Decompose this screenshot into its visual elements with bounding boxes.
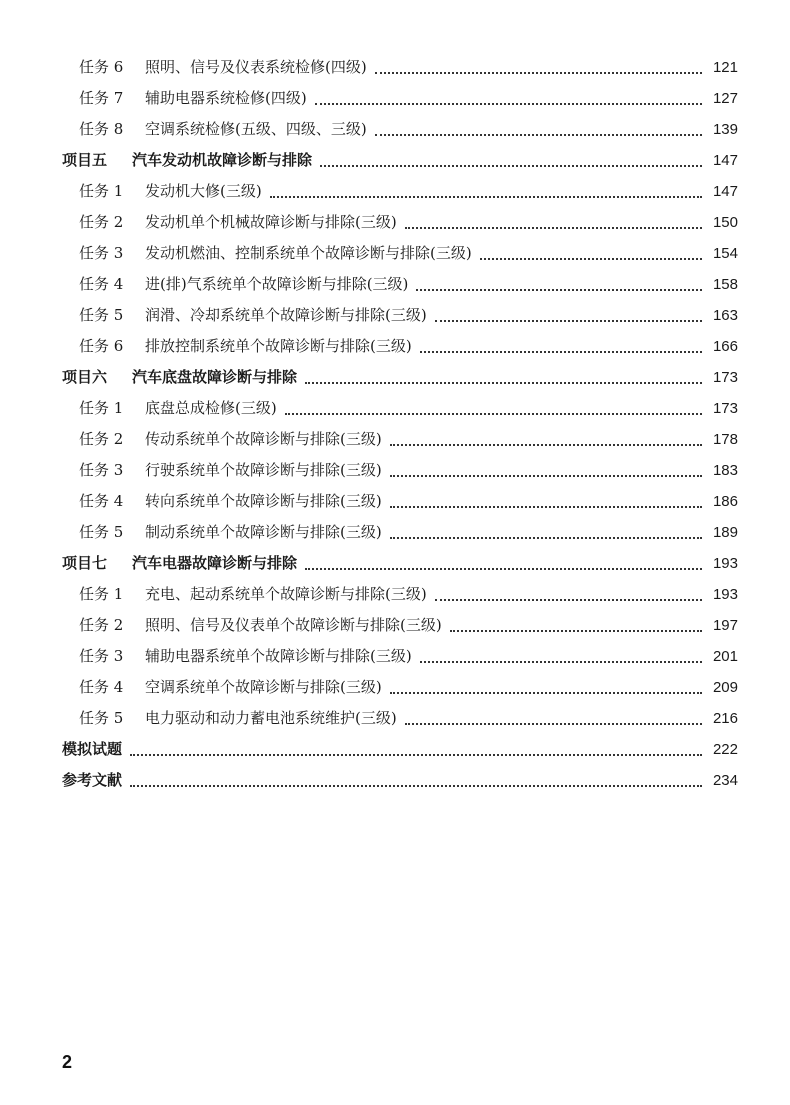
dot-leader — [285, 413, 702, 415]
dot-leader — [390, 444, 702, 446]
toc-task-row[interactable] — [62, 517, 738, 548]
toc-entry-label: 任务 1 — [79, 399, 124, 417]
toc-entry-text: 发动机燃油、控制系统单个故障诊断与排除(三级) — [145, 244, 472, 262]
toc-entry-title — [79, 300, 427, 331]
toc-entry-title — [79, 207, 397, 238]
toc-entry-text: 制动系统单个故障诊断与排除(三级) — [145, 523, 382, 541]
toc-page-number: 234 — [712, 772, 738, 789]
toc-task-row[interactable] — [62, 83, 738, 114]
toc-task-row[interactable] — [62, 641, 738, 672]
toc-page-number: 197 — [712, 617, 738, 634]
toc-entry-title — [79, 393, 277, 424]
toc-entry-text: 发动机单个机械故障诊断与排除(三级) — [145, 213, 397, 231]
toc-entry-title — [79, 517, 382, 548]
toc-entry-text: 传动系统单个故障诊断与排除(三级) — [145, 430, 382, 448]
dot-leader — [435, 599, 702, 601]
toc-entry-title — [79, 331, 412, 362]
toc-entry-title — [79, 610, 442, 641]
toc-entry-title — [79, 703, 397, 734]
toc-entry-text: 模拟试题 — [62, 740, 123, 758]
toc-page-number: 216 — [712, 710, 738, 727]
toc-entry-title — [79, 579, 427, 610]
toc-section-row[interactable] — [62, 765, 738, 796]
toc-entry-title — [79, 424, 382, 455]
toc-entry-label: 任务 2 — [79, 616, 124, 634]
toc-page-number: 163 — [712, 307, 738, 324]
toc-page-number: 154 — [712, 245, 738, 262]
dot-leader — [130, 785, 702, 787]
toc-entry-label: 任务 3 — [79, 647, 124, 665]
toc-page-number: 193 — [712, 586, 738, 603]
toc-entry-text: 底盘总成检修(三级) — [145, 399, 277, 417]
toc-entry-title — [62, 362, 297, 393]
dot-leader — [416, 289, 702, 291]
toc-entry-title — [79, 238, 472, 269]
toc-entry-title — [79, 114, 367, 145]
dot-leader — [305, 568, 702, 570]
toc-entry-title — [79, 83, 307, 114]
toc-task-row[interactable] — [62, 269, 738, 300]
dot-leader — [450, 630, 702, 632]
toc-entry-label: 任务 5 — [79, 306, 124, 324]
toc-entry-label: 任务 4 — [79, 492, 124, 510]
toc-page-number: 147 — [712, 152, 738, 169]
toc-entry-label: 任务 5 — [79, 523, 124, 541]
dot-leader — [320, 165, 702, 167]
toc-entry-label: 任务 8 — [79, 120, 124, 138]
toc-entry-text: 转向系统单个故障诊断与排除(三级) — [145, 492, 382, 510]
toc-page-number: 127 — [712, 90, 738, 107]
toc-task-row[interactable] — [62, 114, 738, 145]
toc-page-number: 189 — [712, 524, 738, 541]
toc-entry-label: 任务 4 — [79, 275, 124, 293]
toc-page-number: 166 — [712, 338, 738, 355]
toc-entry-title — [79, 672, 382, 703]
toc-entry-label: 任务 2 — [79, 213, 124, 231]
toc-entry-text: 照明、信号及仪表系统检修(四级) — [145, 58, 367, 76]
dot-leader — [435, 320, 702, 322]
toc-entry-title — [79, 52, 367, 83]
toc-task-row[interactable] — [62, 331, 738, 362]
toc-entry-title — [79, 455, 382, 486]
toc-entry-text: 参考文献 — [62, 771, 123, 789]
toc-entry-label: 任务 3 — [79, 461, 124, 479]
page-number: 2 — [62, 1052, 73, 1072]
toc-entry-title — [79, 176, 262, 207]
toc-entry-label: 任务 2 — [79, 430, 124, 448]
dot-leader — [390, 475, 702, 477]
toc-entry-label: 任务 7 — [79, 89, 124, 107]
table-of-contents — [62, 52, 738, 796]
toc-entry-text: 充电、起动系统单个故障诊断与排除(三级) — [145, 585, 427, 603]
toc-entry-text: 进(排)气系统单个故障诊断与排除(三级) — [145, 275, 409, 293]
toc-entry-title — [79, 269, 408, 300]
toc-entry-label: 任务 3 — [79, 244, 124, 262]
toc-entry-text: 汽车电器故障诊断与排除 — [132, 554, 298, 572]
toc-project-row[interactable] — [62, 548, 738, 579]
dot-leader — [315, 103, 702, 105]
toc-entry-text: 空调系统单个故障诊断与排除(三级) — [145, 678, 382, 696]
toc-task-row[interactable] — [62, 207, 738, 238]
toc-entry-title — [79, 486, 382, 517]
toc-entry-text: 电力驱动和动力蓄电池系统维护(三级) — [145, 709, 397, 727]
toc-entry-text: 空调系统检修(五级、四级、三级) — [145, 120, 367, 138]
toc-entry-title — [62, 548, 297, 579]
toc-task-row[interactable] — [62, 703, 738, 734]
toc-task-row[interactable] — [62, 455, 738, 486]
toc-page-number: 222 — [712, 741, 738, 758]
toc-page-number: 183 — [712, 462, 738, 479]
dot-leader — [420, 661, 702, 663]
toc-page-number: 201 — [712, 648, 738, 665]
toc-entry-label: 任务 6 — [79, 58, 124, 76]
toc-page-number: 147 — [712, 183, 738, 200]
toc-entry-label: 任务 5 — [79, 709, 124, 727]
toc-page-number: 193 — [712, 555, 738, 572]
toc-task-row[interactable] — [62, 672, 738, 703]
toc-entry-text: 汽车发动机故障诊断与排除 — [132, 151, 313, 169]
toc-task-row[interactable] — [62, 486, 738, 517]
toc-page-number: 121 — [712, 59, 738, 76]
dot-leader — [390, 506, 702, 508]
dot-leader — [375, 134, 702, 136]
toc-task-row[interactable] — [62, 424, 738, 455]
dot-leader — [305, 382, 702, 384]
toc-entry-text: 排放控制系统单个故障诊断与排除(三级) — [145, 337, 412, 355]
dot-leader — [480, 258, 702, 260]
toc-page-number: 173 — [712, 400, 738, 417]
toc-section-row[interactable] — [62, 734, 738, 765]
toc-page-number: 158 — [712, 276, 738, 293]
toc-project-row[interactable] — [62, 145, 738, 176]
toc-entry-text: 润滑、冷却系统单个故障诊断与排除(三级) — [145, 306, 427, 324]
dot-leader — [405, 723, 702, 725]
toc-entry-label: 任务 6 — [79, 337, 124, 355]
toc-task-row[interactable] — [62, 300, 738, 331]
dot-leader — [390, 692, 702, 694]
toc-page-number: 178 — [712, 431, 738, 448]
dot-leader — [270, 196, 702, 198]
toc-entry-text: 行驶系统单个故障诊断与排除(三级) — [145, 461, 382, 479]
toc-entry-title — [62, 145, 312, 176]
toc-entry-text: 辅助电器系统单个故障诊断与排除(三级) — [145, 647, 412, 665]
toc-entry-text: 辅助电器系统检修(四级) — [145, 89, 307, 107]
toc-page-number: 173 — [712, 369, 738, 386]
toc-task-row[interactable] — [62, 610, 738, 641]
toc-entry-title — [79, 641, 412, 672]
toc-entry-label: 项目五 — [62, 151, 108, 169]
toc-page-number: 186 — [712, 493, 738, 510]
dot-leader — [420, 351, 702, 353]
toc-page-number: 139 — [712, 121, 738, 138]
toc-entry-label: 项目七 — [62, 554, 108, 572]
toc-task-row[interactable] — [62, 52, 738, 83]
toc-task-row[interactable] — [62, 238, 738, 269]
toc-task-row[interactable] — [62, 579, 738, 610]
dot-leader — [390, 537, 702, 539]
dot-leader — [130, 754, 702, 756]
dot-leader — [405, 227, 702, 229]
toc-entry-label: 任务 1 — [79, 182, 124, 200]
toc-page-number: 150 — [712, 214, 738, 231]
toc-task-row[interactable] — [62, 393, 738, 424]
toc-entry-title — [62, 765, 122, 796]
toc-entry-text: 发动机大修(三级) — [145, 182, 262, 200]
toc-entry-text: 汽车底盘故障诊断与排除 — [132, 368, 298, 386]
toc-entry-text: 照明、信号及仪表单个故障诊断与排除(三级) — [145, 616, 442, 634]
dot-leader — [375, 72, 702, 74]
toc-entry-title — [62, 734, 122, 765]
toc-entry-label: 任务 1 — [79, 585, 124, 603]
toc-entry-label: 任务 4 — [79, 678, 124, 696]
toc-task-row[interactable] — [62, 176, 738, 207]
toc-entry-label: 项目六 — [62, 368, 108, 386]
toc-page-number: 209 — [712, 679, 738, 696]
toc-project-row[interactable] — [62, 362, 738, 393]
